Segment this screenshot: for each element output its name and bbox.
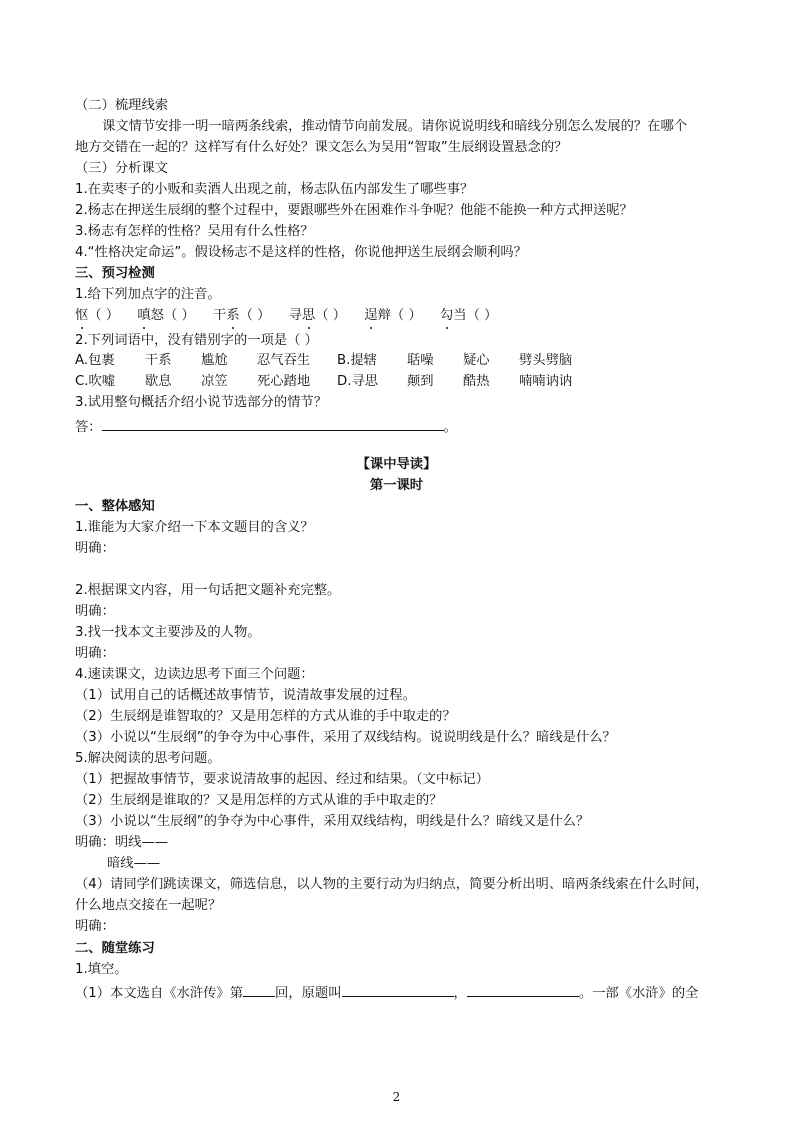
fill-blank[interactable] [243,982,275,997]
pinyin-item: 勾当（ ） [439,308,498,323]
sub-question: （3）小说以“生辰纲”的争夺为中心事件，采用了双线结构。说说明线是什么？暗线是什么？ [75,730,616,745]
choice-option: C.吹嘘 [75,374,116,389]
sub-question: （1）把握故事情节，要求说清故事的起因、经过和结果。（文中标记） [75,772,490,787]
word: 聒噪 [407,353,434,368]
fill-blank[interactable] [467,982,579,997]
choice-option: D.寻思 [337,374,379,389]
practice-title: 二、随堂练习 [75,941,155,956]
word: 疑心 [463,353,490,368]
answer-blank[interactable] [102,416,444,431]
word: 劈头劈脑 [519,353,573,368]
overall-title: 一、整体感知 [75,499,155,514]
word: 喃喃讷讷 [519,374,573,389]
section-2-title: （二）梳理线索 [75,98,169,113]
fill-blank[interactable] [342,982,454,997]
word: 干系 [145,353,172,368]
question: 2.根据课文内容，用一句话把文题补充完整。 [75,583,341,598]
word: 死心踏地 [257,374,311,389]
choice-row [75,373,572,391]
word: 颠到 [407,374,434,389]
choice-option: A.包裹 [75,353,115,368]
question: 4.速读课文，边读边思考下面三个问题： [75,667,314,682]
pinyin-item: 怄（ ） [75,308,120,323]
section-2-paragraph: 课文情节安排一明一暗两条线索，推动情节向前发展。请你说说明线和暗线分别怎么发展的？在哪个 [102,119,688,134]
question: 4.“性格决定命运”。假设杨志不是这样的性格，你说他押送生辰纲会顺利吗？ [75,245,527,260]
sub-question: （2）生辰纲是谁智取的？又是用怎样的方式从谁的手中取走的？ [75,709,456,724]
answer-label: 明确： [75,646,115,661]
page-number: 2 [392,1090,401,1104]
question: 1.填空。 [75,962,128,977]
question: 5.解决阅读的思考问题。 [75,751,221,766]
fill-in-line: （1）本文选自《水浒传》第 回，原题叫 ， 。一部《水浒》的全 [75,982,698,1003]
question: 1.给下列加点字的注音。 [75,287,221,302]
question: 3.试用整句概括介绍小说节选部分的情节？ [75,395,328,410]
pinyin-item: 逞辩（ ） [364,308,422,323]
answer-label: 暗线—— [107,856,161,871]
preview-test-title: 三、预习检测 [75,266,155,281]
word: 忍气吞生 [257,353,311,368]
lesson-title: 第一课时 [369,478,424,493]
word: 尴尬 [201,353,228,368]
pinyin-item: 干系（ ） [213,308,271,323]
pinyin-item: 嗔怒（ ） [137,308,195,323]
question: 1.在卖枣子的小贩和卖酒人出现之前，杨志队伍内部发生了哪些事？ [75,182,474,197]
answer-label: 明确： [75,541,115,556]
answer-label: 答： [75,420,102,435]
question: 2.下列词语中，没有错别字的一项是（ ） [75,333,318,348]
choice-option: B.提辖 [337,353,377,368]
sub-question: （3）小说以“生辰纲”的争夺为中心事件，采用双线结构，明线是什么？暗线又是什么？ [75,814,590,829]
answer-label: 明确：明线—— [75,835,169,850]
pinyin-item: 寻思（ ） [288,308,347,323]
section-2-paragraph-cont: 地方交错在一起的？这样写有什么好处？课文怎么为吴用“智取”生辰纲设置悬念的？ [75,140,568,155]
sub-question: （1）试用自己的话概述故事情节，说清故事发展的过程。 [75,688,416,703]
question: 3.杨志有怎样的性格？吴用有什么性格？ [75,224,314,239]
word: 酷热 [463,374,490,389]
word: 凉笠 [201,374,228,389]
sub-question-cont: 什么地点交接在一起呢？ [75,898,222,913]
answer-line [75,416,457,437]
guide-title: 【课中导读】 [356,457,437,472]
question: 3.找一找本文主要涉及的人物。 [75,625,261,640]
word: 歇息 [145,374,172,389]
answer-end: 。 [443,420,457,435]
answer-label: 明确： [75,919,115,934]
sub-question: （4）请同学们跳读课文，筛选信息，以人物的主要行动为归纳点，简要分析出明、暗两条线索在什么时间， [75,877,709,892]
sub-question: （2）生辰纲是谁取的？又是用怎样的方式从谁的手中取走的？ [75,793,443,808]
question: 2.杨志在押送生辰纲的整个过程中，要跟哪些外在困难作斗争呢？他能不能换一种方式押送呢？ [75,203,633,218]
pinyin-row [75,307,497,325]
answer-label: 明确： [75,604,115,619]
question: 1.谁能为大家介绍一下本文题目的含义？ [75,520,314,535]
choice-row [75,352,572,370]
section-3-title: （三）分析课文 [75,161,169,176]
